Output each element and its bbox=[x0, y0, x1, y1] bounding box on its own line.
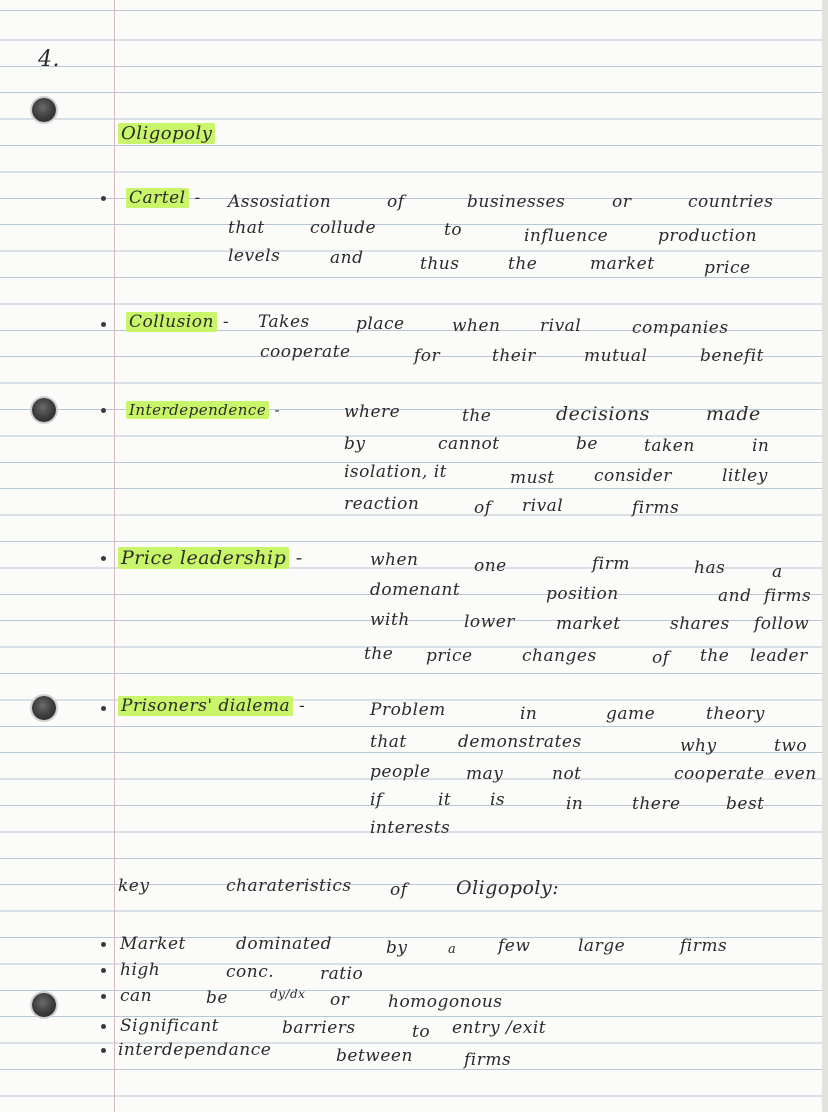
definition-word: people bbox=[370, 762, 431, 782]
characteristic-word: high bbox=[120, 960, 161, 980]
definition-word: where bbox=[344, 402, 401, 422]
definition-word: domenant bbox=[370, 580, 461, 600]
definition-word: follow bbox=[754, 614, 810, 634]
key-heading-word: key bbox=[118, 876, 150, 896]
definition-word: when bbox=[452, 316, 501, 336]
definition-word: a bbox=[772, 562, 783, 582]
characteristic-word: dominated bbox=[236, 934, 333, 954]
definition-word: thus bbox=[420, 254, 460, 274]
definition-word: isolation, it bbox=[344, 462, 447, 482]
characteristic-word: firms bbox=[464, 1050, 512, 1070]
characteristic-word: be bbox=[206, 988, 228, 1008]
definition-word: game bbox=[606, 704, 656, 724]
definition-word: is bbox=[490, 790, 506, 810]
punch-hole bbox=[32, 993, 56, 1017]
definition-word: market bbox=[590, 254, 655, 274]
definition-word: that bbox=[228, 218, 265, 238]
definition-word: the bbox=[364, 644, 394, 664]
definition-word: rival bbox=[540, 316, 582, 336]
bullet bbox=[101, 1048, 106, 1053]
definition-word: that bbox=[370, 732, 407, 752]
characteristic-word: can bbox=[120, 986, 153, 1006]
definition-word: the bbox=[700, 646, 730, 666]
definition-word: mutual bbox=[584, 346, 648, 366]
definition-word: cooperate bbox=[260, 342, 351, 362]
characteristic-word: large bbox=[578, 936, 626, 956]
characteristic-word: Market bbox=[120, 934, 186, 954]
definition-word: not bbox=[552, 764, 582, 784]
definition-word: and bbox=[718, 586, 752, 606]
definition-word: Problem bbox=[370, 700, 446, 720]
definition-word: in bbox=[520, 704, 538, 724]
term-cartel: Cartel - bbox=[126, 188, 201, 208]
characteristic-word: conc. bbox=[226, 962, 275, 982]
definition-word: taken bbox=[644, 436, 695, 456]
key-heading-word: charateristics bbox=[226, 876, 352, 896]
definition-word: influence bbox=[524, 226, 609, 246]
definition-word: theory bbox=[706, 704, 765, 724]
definition-word: Takes bbox=[258, 312, 310, 332]
characteristic-word: barriers bbox=[282, 1018, 356, 1038]
definition-word: price bbox=[704, 258, 751, 278]
definition-word: benefit bbox=[700, 346, 765, 366]
definition-word: of bbox=[652, 648, 670, 668]
definition-word: collude bbox=[310, 218, 377, 238]
bullet bbox=[101, 322, 106, 327]
definition-word: market bbox=[556, 614, 621, 634]
bullet bbox=[101, 1024, 106, 1029]
definition-word: companies bbox=[632, 318, 729, 338]
characteristic-word: ratio bbox=[320, 964, 364, 984]
definition-word: for bbox=[414, 346, 441, 366]
term-collusion: Collusion - bbox=[126, 312, 229, 332]
punch-hole bbox=[32, 696, 56, 720]
definition-word: by bbox=[344, 434, 366, 454]
definition-word: businesses bbox=[467, 192, 566, 212]
key-heading-word: Oligopoly: bbox=[456, 877, 560, 899]
definition-word: best bbox=[726, 794, 765, 814]
bullet bbox=[101, 556, 106, 561]
definition-word: demonstrates bbox=[458, 732, 582, 752]
definition-word: rival bbox=[522, 496, 564, 516]
definition-word: and bbox=[330, 248, 364, 268]
characteristic-word: between bbox=[336, 1046, 413, 1066]
definition-word: levels bbox=[228, 246, 281, 266]
characteristic-word: Significant bbox=[120, 1016, 220, 1036]
definition-word: be bbox=[576, 434, 598, 454]
definition-word: place bbox=[356, 314, 405, 334]
key-heading-word: of bbox=[390, 880, 408, 900]
bullet bbox=[101, 994, 106, 999]
characteristic-word: by bbox=[386, 938, 408, 958]
page-number: 4. bbox=[38, 47, 60, 72]
term-interdependence: Interdependence - bbox=[126, 400, 280, 420]
characteristic-word: a bbox=[448, 942, 457, 957]
definition-word: changes bbox=[522, 646, 597, 666]
characteristic-word: firms bbox=[680, 936, 728, 956]
definition-word: of bbox=[474, 498, 492, 518]
term-price-leadership: Price leadership - bbox=[118, 548, 303, 568]
definition-word: the bbox=[508, 254, 538, 274]
characteristic-word: dy/dx bbox=[270, 987, 306, 1001]
definition-word: price bbox=[426, 646, 473, 666]
definition-word: position bbox=[546, 584, 619, 604]
definition-word: Assosiation bbox=[228, 192, 332, 212]
definition-word: cannot bbox=[438, 434, 500, 454]
definition-word: cooperate bbox=[674, 764, 765, 784]
definition-word: shares bbox=[670, 614, 730, 634]
definition-word: of bbox=[387, 192, 405, 212]
definition-word: firm bbox=[592, 554, 630, 574]
definition-word: leader bbox=[750, 646, 808, 666]
bullet bbox=[101, 942, 106, 947]
definition-word: interests bbox=[370, 818, 451, 838]
definition-word: it bbox=[438, 790, 452, 810]
definition-word: must bbox=[510, 468, 555, 488]
definition-word: litley bbox=[722, 466, 768, 486]
characteristic-word: to bbox=[412, 1022, 431, 1042]
definition-word: made bbox=[706, 403, 761, 425]
definition-word: lower bbox=[464, 612, 515, 632]
characteristic-word: interdependance bbox=[118, 1040, 272, 1060]
definition-word: to bbox=[444, 220, 463, 240]
bullet bbox=[101, 706, 106, 711]
definition-word: firms bbox=[632, 498, 680, 518]
definition-word: consider bbox=[594, 466, 672, 486]
definition-word: reaction bbox=[344, 494, 420, 514]
definition-word: when bbox=[370, 550, 419, 570]
definition-word: in bbox=[566, 794, 584, 814]
definition-word: may bbox=[466, 764, 504, 784]
margin-line bbox=[114, 0, 115, 1112]
definition-word: the bbox=[462, 406, 492, 426]
term-prisoners-dialema: Prisoners' dialema - bbox=[118, 696, 305, 716]
page-edge bbox=[822, 0, 828, 1112]
definition-word: there bbox=[632, 794, 681, 814]
definition-word: why bbox=[680, 736, 717, 756]
definition-word: with bbox=[370, 610, 410, 630]
characteristic-word: entry /exit bbox=[452, 1018, 547, 1038]
page-heading: Oligopoly bbox=[118, 124, 215, 144]
definition-word: one bbox=[474, 556, 507, 576]
characteristic-word: few bbox=[498, 936, 531, 956]
characteristic-word: homogonous bbox=[388, 992, 503, 1012]
definition-word: even bbox=[774, 764, 817, 784]
definition-word: has bbox=[694, 558, 726, 578]
definition-word: if bbox=[370, 790, 383, 810]
bullet bbox=[101, 968, 106, 973]
definition-word: decisions bbox=[556, 403, 650, 425]
bullet bbox=[101, 408, 106, 413]
definition-word: or bbox=[612, 192, 632, 212]
definition-word: countries bbox=[688, 192, 774, 212]
definition-word: their bbox=[492, 346, 536, 366]
definition-word: two bbox=[774, 736, 808, 756]
definition-word: in bbox=[752, 436, 770, 456]
definition-word: firms bbox=[764, 586, 812, 606]
punch-hole bbox=[32, 398, 56, 422]
definition-word: production bbox=[658, 226, 758, 246]
bullet bbox=[101, 196, 106, 201]
characteristic-word: or bbox=[330, 990, 350, 1010]
punch-hole bbox=[32, 98, 56, 122]
